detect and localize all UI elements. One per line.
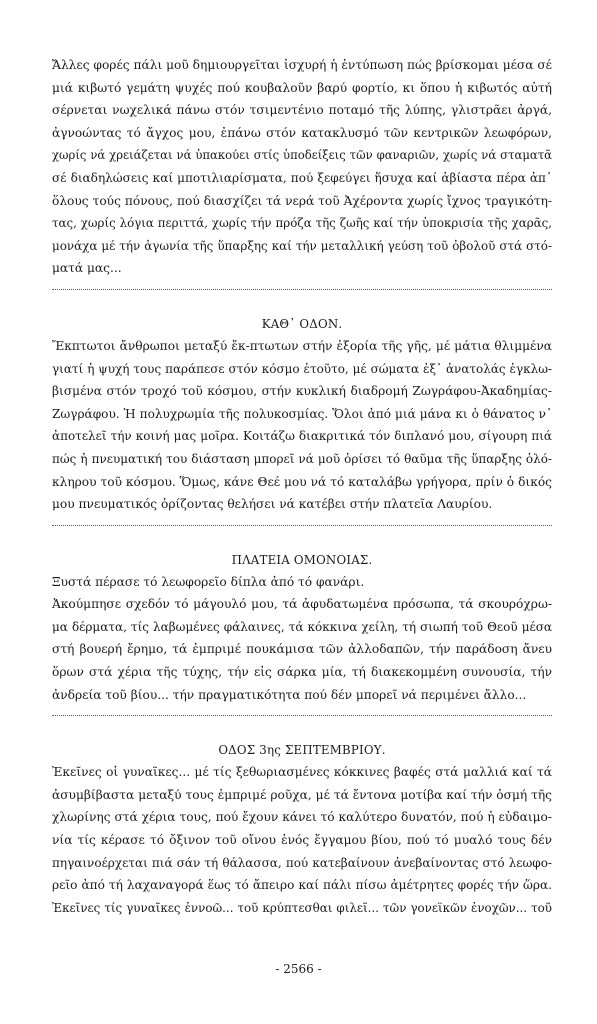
text-line: πώς ἡ πνευματική του διάσταση μπορεῖ νά μοῦ ὁρίσει τό θαῦμα τῆς ὕπαρξης ὁλό- <box>52 451 552 466</box>
text-line: Ἐκεῖνες τίς γυναῖκες ἐννοῶ... τοῦ κρύπτεσθαι φιλεῖ... τῶν γονεϊκῶν ἐνοχῶν... τοῦ <box>52 900 552 915</box>
page-number: - 2566 - <box>275 962 322 976</box>
text-line: κληρου τοῦ κόσμου. Ὅμως, κάνε Θεέ μου νά τό καταλάβω γρήγορα, πρίν ὁ δικός <box>52 474 552 489</box>
text-line: ἀσυμβίβαστα μεταξύ τους ἐμπριμέ ροῦχα, μέ τά ἔντονα μοτίβα καί τήν ὀσμή τῆς <box>52 787 552 802</box>
text-line: Ἐκεῖνες οἱ γυναῖκες... μέ τίς ξεθωριασμένες κόκκινες βαφές στά μαλλιά καί τά <box>52 765 552 780</box>
text-line: βισμένα στόν τροχό τοῦ κόσμου, στήν κυκλική διαδρομή Ζωγράφου-Ἀκαδημίας- <box>52 384 552 399</box>
text-line: γιατί ἡ ψυχή τους παράπεσε στόν κόσμο ἐτοῦτο, μέ σώματα ἐξ᾽ ἀνατολάς ἐγκλω- <box>52 361 552 376</box>
text-line: μου πνευματικός ὁρίζοντας θελήσει νά κατέβει στήν πλατεῖα Λαυρίου. <box>52 497 493 512</box>
text-line: ἀνδρεία τοῦ βίου... τήν πραγματικότητα πού δέν μπορεῖ νά περιμένει ἄλλο... <box>52 687 527 702</box>
text-line: Ἄλλες φορές πάλι μοῦ δημιουργεῖται ἰσχυρή ἡ ἐντύπωση πώς βρίσκομαι μέσα σέ <box>52 58 552 72</box>
text-line: μιά κιβωτό γεμάτη ψυχές πού κουβαλοῦν βαρύ φορτίο, κι ὅπου ἡ κιβωτός αὐτή <box>52 80 552 95</box>
text-line: μονάχα μέ τήν ἀγωνία τῆς ὕπαρξης καί τήν μεταλλική γεύση τοῦ ὀβολοῦ στά στό- <box>52 238 552 253</box>
dotted-separator <box>52 525 552 526</box>
text-line: χλωρίνης στά χέρια τους, πού ἔχουν κάνει τό καλύτερο δυνατόν, πού ἡ εὐδαιμο- <box>52 810 552 825</box>
text-line: νία τίς κέρασε τό ὄξινον τοῦ οἴνου ἑνός ἔγγαμου βίου, πού τό μυαλό τους δέν <box>52 833 552 848</box>
text-line: ὅλους τούς πόνους, πού διασχίζει τά νερά τοῦ Ἀχέροντα χωρίς ἴχνος τραγικότη- <box>52 193 552 208</box>
text-line: στή βουερή ἔρημο, τά ἐμπριμέ πουκάμισα τῶν ἀλλοδαπῶν, τήν παράδοση ἄνευ <box>52 642 552 657</box>
text-line: ἀγνοώντας τό ἄγχος μου, ἐπάνω στόν κατακλυσμό τῶν κεντρικῶν λεωφόρων, <box>52 125 552 140</box>
section4-heading: ΟΔΟΣ 3ης ΣΕΠΤΕΜΒΡΙΟΥ. <box>218 743 386 758</box>
section4-paragraph <box>52 761 552 919</box>
text-line: ὅρων στά χέρια τῆς τύχης, τήν εἰς σάρκα μία, τή διακεκομμένη συνουσία, τήν <box>52 665 552 680</box>
text-line: χωρίς νά χρειάζεται νά ὑπακούει στίς ὑποδείξεις τῶν φαναριῶν, χωρίς νά σταματᾶ <box>52 148 552 163</box>
text-line: ρεῖο ἀπό τή λαχαναγορά ἕως τό ἄπειρο καί πάλι πίσω ἀμέτρητες φορές τήν ὥρα. <box>52 878 552 893</box>
text-line: σέρνεται νωχελικά πάνω στόν τσιμεντένιο ποταμό τῆς λύπης, γλιστρᾶει ἀργά, <box>52 103 552 118</box>
dotted-separator <box>52 289 552 290</box>
text-line: πηγαινοέρχεται πιά σάν τή θάλασσα, πού κατεβαίνουν ἀνεβαίνοντας στό λεωφο- <box>52 855 552 870</box>
page-body <box>52 54 552 919</box>
text-line: μα δέρματα, τίς λαβωμένες φάλαινες, τά κόκκινα χείλη, τή σιωπή τοῦ Θεοῦ μέσα <box>52 619 552 634</box>
section2-heading: ΚΑΘ᾽ ΟΔΟΝ. <box>261 316 343 331</box>
section3-paragraph <box>52 571 552 707</box>
dotted-separator <box>52 715 552 716</box>
text-line: Ἀκούμπησε σχεδόν τό μάγουλό μου, τά ἀφυδατωμένα πρόσωπα, τά σκουρόχρω- <box>52 597 552 612</box>
section1-paragraph <box>52 54 552 280</box>
text-line: Ξυστά πέρασε τό λεωφορεῖο δίπλα ἀπό τό φανάρι. <box>52 574 365 589</box>
text-line: ματά μας... <box>52 261 122 276</box>
text-line: Ζωγράφου. Ἡ πολυχρωμία τῆς πολυκοσμίας. Ὅλοι ἀπό μιά μάνα κι ὁ θάνατος ν᾽ <box>52 406 552 421</box>
text-line: σέ διαδηλώσεις καί μποτιλιαρίσματα, πού ξεφεύγει ἥσυχα καί ἀβίαστα πέρα ἀπ᾽ <box>52 170 552 185</box>
text-line: Ἔκπτωτοι ἄνθρωποι μεταξύ ἔκ-πτωτων στήν ἐξορία τῆς γῆς, μέ μάτια θλιμμένα <box>52 338 552 353</box>
section3-heading: ΠΛΑΤΕΙΑ ΟΜΟΝΟΙΑΣ. <box>231 552 373 567</box>
text-line: τας, χωρίς λόγια περιττά, χωρίς τήν πρόζα τῆς ζωῆς καί τήν ὑποκρισία τῆς χαρᾶς, <box>52 216 552 231</box>
text-line: ἀποτελεῖ τήν κοινή μας μοῖρα. Κοιτάζω διακριτικά τόν διπλανό μου, σίγουρη πιά <box>52 429 552 444</box>
section2-paragraph <box>52 335 552 516</box>
